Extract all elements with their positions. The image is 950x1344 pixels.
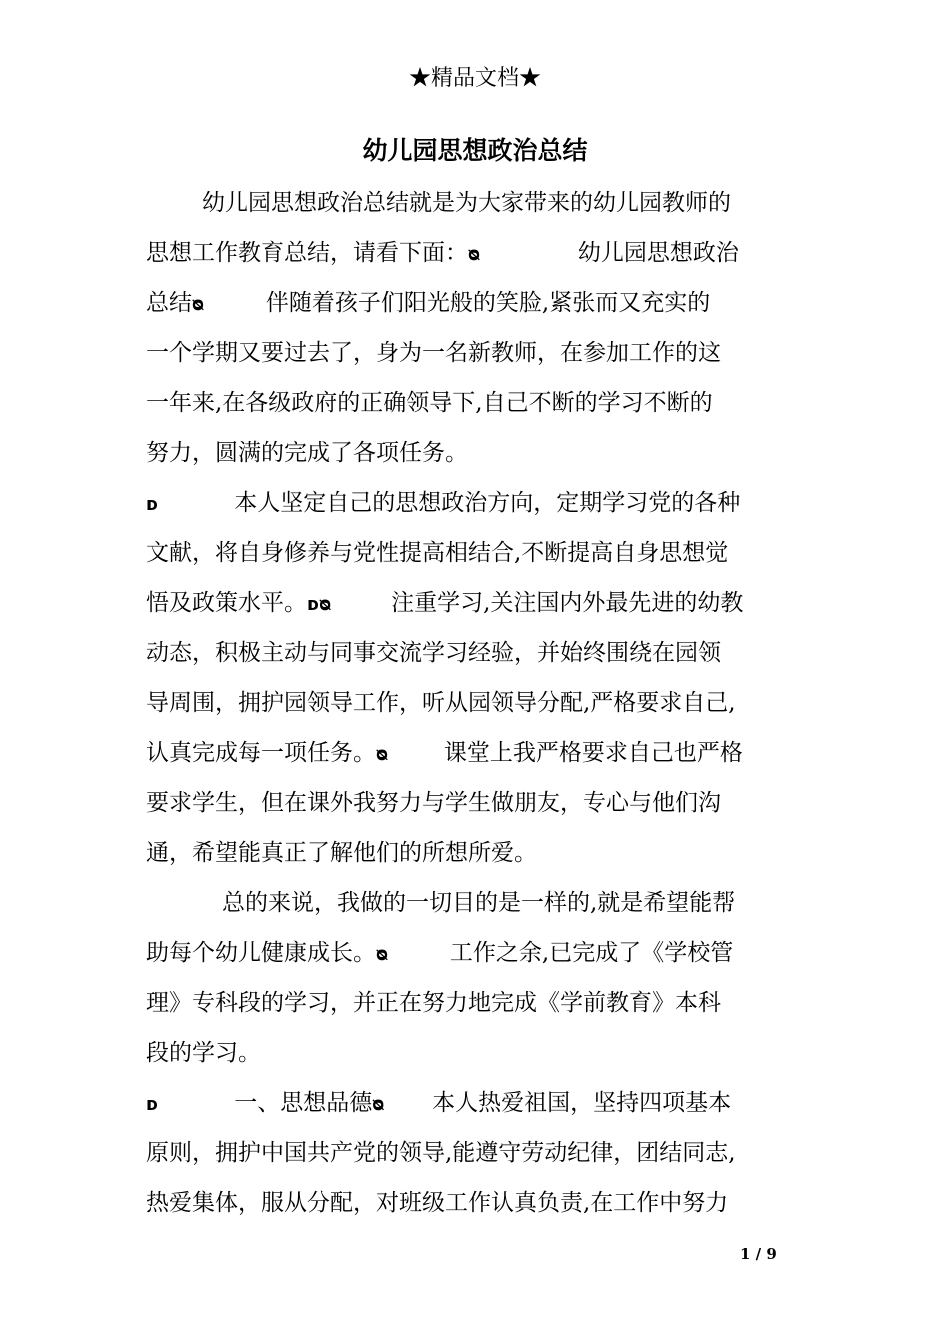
text-segment: 导周围，拥护园领导工作，听从园领导分配,严格要求自己, bbox=[146, 690, 736, 716]
text-line bbox=[146, 328, 818, 378]
paragraph-mark: ᴅᴓ bbox=[307, 594, 332, 615]
text-line bbox=[146, 878, 818, 928]
text-segment: 幼儿园思想政治 bbox=[577, 240, 739, 266]
text-segment: 伴随着孩子们阳光般的笑脸,紧张而又充实的 bbox=[265, 290, 711, 316]
text-line bbox=[146, 628, 818, 678]
text-segment: 悟及政策水平。 bbox=[146, 590, 307, 616]
paragraph-mark: ᴓ bbox=[376, 744, 388, 765]
text-segment: 热爱集体，服从分配，对班级工作认真负责,在工作中努力 bbox=[146, 1190, 729, 1216]
text-line bbox=[146, 978, 818, 1028]
text-line bbox=[146, 828, 818, 878]
text-line bbox=[146, 428, 818, 478]
text-segment: 要求学生，但在课外我努力与学生做朋友，专心与他们沟 bbox=[146, 790, 721, 816]
text-segment: 助每个幼儿健康成长。 bbox=[146, 940, 376, 966]
text-segment: 本人热爱祖国，坚持四项基本 bbox=[432, 1090, 732, 1116]
page-number: 1 / 9 bbox=[740, 1245, 777, 1263]
text-segment: 认真完成每一项任务。 bbox=[146, 740, 376, 766]
text-segment: 一个学期又要过去了，身为一名新教师，在参加工作的这 bbox=[146, 340, 721, 366]
text-segment: 总的来说，我做的一切目的是一样的,就是希望能帮 bbox=[222, 890, 736, 916]
text-segment: 一、思想品德 bbox=[234, 1090, 373, 1116]
text-segment: 思想工作教育总结，请看下面： bbox=[146, 240, 468, 266]
text-line bbox=[146, 678, 818, 728]
text-segment: 文献，将自身修养与党性提高相结合,不断提高自身思想觉 bbox=[146, 540, 729, 566]
paragraph-mark: ᴓ bbox=[376, 944, 388, 965]
paragraph-mark: ᴓ bbox=[468, 244, 480, 265]
text-line bbox=[146, 928, 818, 978]
paragraph-mark: ᴓ bbox=[372, 1094, 385, 1115]
text-line bbox=[146, 728, 818, 778]
document-title: 幼儿园思想政治总结 bbox=[362, 136, 588, 165]
document-header: ★精品文档★ bbox=[408, 66, 541, 91]
text-line bbox=[146, 528, 818, 578]
paragraph-mark: ᴅ bbox=[146, 494, 159, 515]
text-line bbox=[146, 378, 818, 428]
text-line bbox=[146, 478, 818, 528]
text-segment: 理》专科段的学习，并正在努力地完成《学前教育》本科 bbox=[146, 990, 721, 1016]
text-line bbox=[146, 278, 818, 328]
text-line bbox=[146, 1128, 818, 1178]
document-body bbox=[146, 178, 818, 1228]
text-line bbox=[146, 1028, 818, 1078]
paragraph-mark: ᴓ bbox=[192, 294, 204, 315]
text-line bbox=[146, 228, 818, 278]
text-segment: 原则，拥护中国共产党的领导,能遵守劳动纪律，团结同志, bbox=[146, 1140, 736, 1166]
text-segment: 努力，圆满的完成了各项任务。 bbox=[146, 440, 468, 466]
text-line bbox=[146, 178, 818, 228]
text-segment: 本人坚定自己的思想政治方向，定期学习党的各种 bbox=[234, 490, 741, 516]
text-segment: 注重学习,关注国内外最先进的幼教 bbox=[391, 590, 744, 616]
text-segment: 通，希望能真正了解他们的所想所爱。 bbox=[146, 840, 537, 866]
text-line bbox=[146, 578, 818, 628]
text-segment: 课堂上我严格要求自己也严格 bbox=[443, 740, 743, 766]
text-segment: 总结 bbox=[146, 290, 192, 316]
text-segment: 工作之余,已完成了《学校管 bbox=[449, 940, 734, 966]
text-segment: 幼儿园思想政治总结就是为大家带来的幼儿园教师的 bbox=[202, 190, 731, 216]
text-segment: 一年来,在各级政府的正确领导下,自己不断的学习不断的 bbox=[146, 390, 713, 416]
text-line bbox=[146, 1178, 818, 1228]
text-segment: 动态，积极主动与同事交流学习经验，并始终围绕在园领 bbox=[146, 640, 721, 666]
text-line bbox=[146, 778, 818, 828]
text-line bbox=[146, 1078, 818, 1128]
text-segment: 段的学习。 bbox=[146, 1040, 261, 1066]
paragraph-mark: ᴅ bbox=[146, 1094, 159, 1115]
